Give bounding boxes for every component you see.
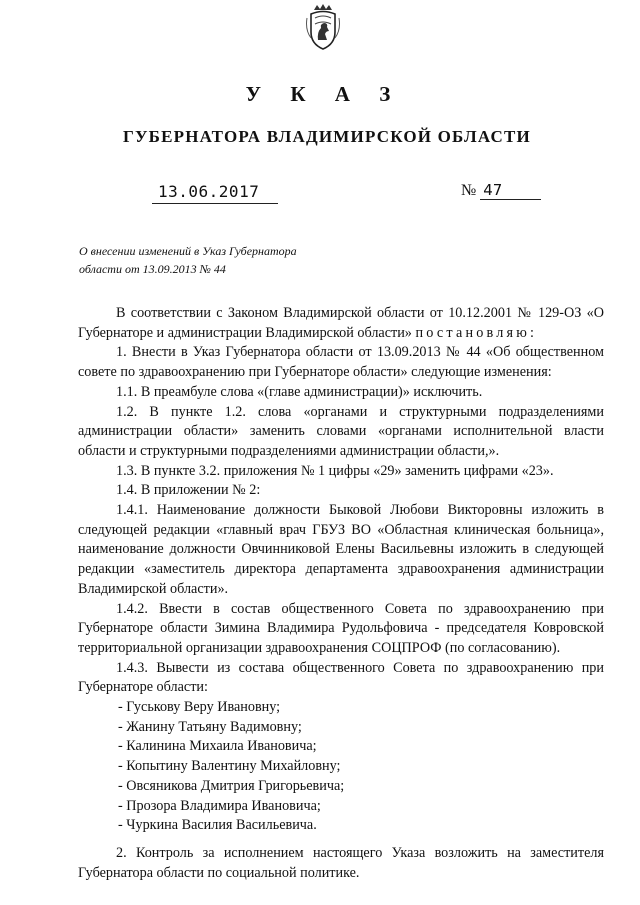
decree-number-block — [461, 181, 541, 200]
list-item: - Копытину Валентину Михайловну; — [118, 758, 341, 775]
subject-line: области от 13.09.2013 № 44 — [79, 262, 226, 276]
coat-of-arms-icon — [305, 4, 341, 50]
paragraph-1-4: 1.4. В приложении № 2: — [116, 482, 261, 499]
list-item: - Жанину Татьяну Вадимовну; — [118, 718, 302, 735]
paragraph-1-3: 1.3. В пункте 3.2. приложения № 1 цифры «29» заменить цифрами «23». — [116, 462, 554, 479]
decree-number: 47 — [480, 181, 541, 200]
paragraph-1-4-3: 1.4.3. Вывести из состава общественного Совета по здравоохранению при Губернаторе области: — [78, 659, 604, 696]
paragraph-1-1: 1.1. В преамбуле слова «(главе администрации)» исключить. — [116, 383, 483, 400]
paragraph-2: 2. Контроль за исполнением настоящего Указа возложить на заместителя Губернатора области по социальной политике. — [78, 844, 604, 881]
paragraph-1-4-1: 1.4.1. Наименование должности Быковой Любови Викторовны изложить в следующей редакции «главный врач ГБУЗ ВО «Областная клиническая больница», наименование должности Овчинниковой Елены Васильевны изложить в следующей редакции «заместитель директора департамента здравоохранения администрации Владимирской области». — [78, 502, 604, 597]
preamble-decree-word: постановляю: — [415, 324, 538, 341]
preamble-text: В соответствии с Законом Владимирской области от 10.12.2001 № 129-ОЗ «О Губернаторе и администрации Владимирской области» — [78, 305, 604, 341]
list-item: - Овсяникова Дмитрия Григорьевича; — [118, 777, 345, 794]
decree-body — [78, 304, 604, 883]
decree-date: 13.06.2017 — [152, 182, 278, 204]
issuer-title: ГУБЕРНАТОРА ВЛАДИМИРСКОЙ ОБЛАСТИ — [122, 127, 531, 146]
list-item: - Калинина Михаила Ивановича; — [118, 738, 317, 755]
list-item: - Чуркина Василия Васильевича. — [118, 817, 317, 834]
paragraph-1-4-2: 1.4.2. Ввести в состав общественного Совета по здравоохранению при Губернаторе области Зимина Владимира Рудольфовича - председателя Ковровской территориальной организации здравоохранения СОЦПРОФ (по согласованию). — [78, 600, 604, 656]
subject-line: О внесении изменений в Указ Губернатора — [79, 244, 297, 258]
preamble-paragraph — [78, 304, 604, 343]
document-type-title: У К А З — [245, 82, 403, 106]
decree-subject — [79, 242, 359, 278]
paragraph-1-2: 1.2. В пункте 1.2. слова «органами и структурными подразделениями администрации области» заменить словами «органами исполнительной власти области и структурными подразделениями администрации области,». — [78, 403, 604, 459]
number-label: № — [461, 182, 477, 199]
list-item: - Прозора Владимира Ивановича; — [118, 797, 321, 814]
paragraph-1: 1. Внести в Указ Губернатора области от 13.09.2013 № 44 «Об общественном совете по здравоохранению при Губернаторе области» следующие изменения: — [78, 344, 604, 381]
list-item: - Гуськову Веру Ивановну; — [118, 699, 281, 716]
